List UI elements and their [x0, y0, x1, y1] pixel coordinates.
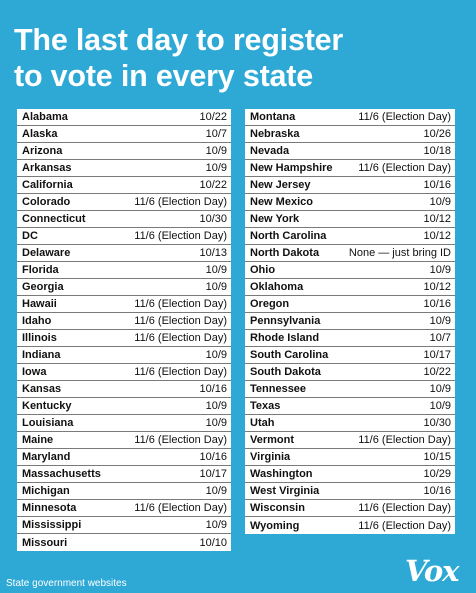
table-row [17, 364, 231, 381]
state-name: Massachusetts [22, 468, 101, 480]
state-name: West Virginia [250, 485, 320, 497]
state-name: Arizona [22, 145, 63, 157]
state-name: Michigan [22, 485, 70, 497]
state-name: Illinois [22, 332, 57, 344]
state-name: Alabama [22, 111, 68, 123]
registration-deadline: 11/6 (Election Day) [358, 519, 451, 532]
registration-deadline: 10/9 [429, 383, 451, 395]
table-row [17, 398, 231, 415]
registration-table-right [245, 109, 455, 534]
table-row [17, 330, 231, 347]
table-row [17, 160, 231, 177]
registration-deadline: 11/6 (Election Day) [134, 332, 227, 344]
state-name: Louisiana [22, 417, 74, 429]
state-name: Rhode Island [250, 332, 320, 344]
table-row [17, 194, 231, 211]
registration-deadline: 10/26 [423, 128, 451, 140]
table-row [245, 347, 455, 364]
state-name: Maine [22, 434, 54, 446]
table-row [245, 483, 455, 500]
table-row [245, 381, 455, 398]
table-row [245, 109, 455, 126]
registration-deadline: 10/9 [429, 315, 451, 327]
state-name: Tennessee [250, 383, 307, 395]
state-name: Georgia [22, 281, 64, 293]
table-row [245, 466, 455, 483]
state-name: DC [22, 230, 38, 242]
state-name: Minnesota [22, 502, 77, 514]
table-row [17, 279, 231, 296]
table-row [17, 534, 231, 551]
registration-deadline: 10/9 [205, 162, 227, 174]
state-name: Wyoming [250, 519, 300, 532]
registration-deadline: 10/15 [423, 451, 451, 463]
state-name: New Hampshire [250, 162, 333, 174]
registration-deadline: 10/9 [205, 400, 227, 412]
state-name: Colorado [22, 196, 71, 208]
table-row [17, 211, 231, 228]
state-name: Alaska [22, 128, 58, 140]
registration-deadline: 10/16 [199, 451, 227, 463]
registration-deadline: 11/6 (Election Day) [134, 230, 227, 242]
state-name: Idaho [22, 315, 52, 327]
table-row [245, 313, 455, 330]
registration-deadline: 10/16 [423, 485, 451, 497]
registration-deadline: 10/18 [423, 145, 451, 157]
registration-deadline: 11/6 (Election Day) [134, 196, 227, 208]
table-row [245, 245, 455, 262]
registration-deadline: 10/16 [199, 383, 227, 395]
table-row [17, 517, 231, 534]
state-name: Arkansas [22, 162, 72, 174]
table-row [17, 143, 231, 160]
table-row [245, 449, 455, 466]
registration-deadline: 10/12 [423, 213, 451, 225]
registration-deadline: 10/9 [205, 281, 227, 293]
state-name: Iowa [22, 366, 47, 378]
state-name: Florida [22, 264, 59, 276]
table-row [245, 160, 455, 177]
table-row [17, 228, 231, 245]
table-row [17, 415, 231, 432]
state-name: Nebraska [250, 128, 300, 140]
registration-deadline: 10/17 [423, 349, 451, 361]
state-name: Virginia [250, 451, 291, 463]
table-row [245, 398, 455, 415]
registration-deadline: 11/6 (Election Day) [358, 434, 451, 446]
registration-deadline: 11/6 (Election Day) [358, 111, 451, 123]
title-line-1: The last day to register [14, 23, 344, 57]
registration-deadline: 10/7 [429, 332, 451, 344]
state-name: New York [250, 213, 300, 225]
registration-deadline: 11/6 (Election Day) [134, 434, 227, 446]
table-row [17, 449, 231, 466]
state-name: North Carolina [250, 230, 327, 242]
table-row [245, 279, 455, 296]
registration-deadline: 10/16 [423, 179, 451, 191]
registration-deadline: None — just bring ID [348, 247, 451, 259]
table-row [245, 177, 455, 194]
table-row [245, 228, 455, 245]
state-name: Oregon [250, 298, 290, 310]
table-row [245, 500, 455, 517]
table-row [245, 126, 455, 143]
page-title [14, 22, 464, 94]
table-row [245, 262, 455, 279]
state-name: South Dakota [250, 366, 321, 378]
table-row [245, 432, 455, 449]
registration-deadline: 11/6 (Election Day) [134, 502, 227, 514]
registration-deadline: 10/16 [423, 298, 451, 310]
table-row [245, 517, 455, 534]
table-row [17, 262, 231, 279]
registration-deadline: 10/30 [423, 417, 451, 429]
state-name: Missouri [22, 536, 68, 549]
state-name: Maryland [22, 451, 71, 463]
table-row [245, 364, 455, 381]
table-row [17, 296, 231, 313]
state-name: Wisconsin [250, 502, 305, 514]
state-name: California [22, 179, 73, 191]
state-name: Oklahoma [250, 281, 304, 293]
registration-deadline: 10/29 [423, 468, 451, 480]
registration-deadline: 10/22 [199, 179, 227, 191]
registration-deadline: 10/22 [423, 366, 451, 378]
state-name: Ohio [250, 264, 276, 276]
table-row [17, 245, 231, 262]
registration-deadline: 10/12 [423, 230, 451, 242]
table-row [245, 194, 455, 211]
state-name: Kentucky [22, 400, 72, 412]
state-name: Texas [250, 400, 281, 412]
registration-deadline: 10/9 [205, 417, 227, 429]
table-row [17, 177, 231, 194]
state-name: South Carolina [250, 349, 329, 361]
table-row [17, 466, 231, 483]
registration-table-left [17, 109, 231, 551]
registration-deadline: 10/7 [205, 128, 227, 140]
registration-deadline: 10/9 [205, 485, 227, 497]
table-row [17, 126, 231, 143]
registration-deadline: 10/30 [199, 213, 227, 225]
title-line-2: to vote in every state [14, 59, 314, 93]
registration-deadline: 10/22 [199, 111, 227, 123]
table-row [17, 347, 231, 364]
vox-logo: Vox [405, 554, 459, 588]
state-name: Pennsylvania [250, 315, 321, 327]
registration-deadline: 10/9 [429, 400, 451, 412]
state-name: New Mexico [250, 196, 313, 208]
state-name: Utah [250, 417, 275, 429]
state-name: Washington [250, 468, 313, 480]
state-name: Kansas [22, 383, 62, 395]
table-row [245, 415, 455, 432]
table-row [245, 330, 455, 347]
source-credit: State government websites [6, 578, 127, 589]
state-name: Montana [250, 111, 296, 123]
registration-deadline: 10/9 [205, 145, 227, 157]
state-name: New Jersey [250, 179, 311, 191]
state-name: North Dakota [250, 247, 320, 259]
registration-deadline: 10/17 [199, 468, 227, 480]
state-name: Vermont [250, 434, 295, 446]
registration-deadline: 11/6 (Election Day) [358, 162, 451, 174]
registration-deadline: 10/9 [205, 519, 227, 531]
state-name: Connecticut [22, 213, 86, 225]
table-row [17, 381, 231, 398]
table-row [17, 109, 231, 126]
registration-deadline: 10/12 [423, 281, 451, 293]
table-row [17, 313, 231, 330]
registration-deadline: 11/6 (Election Day) [134, 366, 227, 378]
state-name: Hawaii [22, 298, 57, 310]
state-name: Nevada [250, 145, 290, 157]
table-row [245, 296, 455, 313]
state-name: Mississippi [22, 519, 82, 531]
registration-deadline: 11/6 (Election Day) [134, 298, 227, 310]
registration-deadline: 10/10 [199, 536, 227, 549]
registration-deadline: 11/6 (Election Day) [134, 315, 227, 327]
registration-deadline: 10/9 [429, 264, 451, 276]
table-row [17, 483, 231, 500]
registration-deadline: 11/6 (Election Day) [358, 502, 451, 514]
table-row [245, 143, 455, 160]
table-row [245, 211, 455, 228]
table-row [17, 432, 231, 449]
registration-deadline: 10/9 [429, 196, 451, 208]
state-name: Delaware [22, 247, 71, 259]
table-row [17, 500, 231, 517]
registration-deadline: 10/9 [205, 264, 227, 276]
registration-deadline: 10/9 [205, 349, 227, 361]
state-name: Indiana [22, 349, 61, 361]
registration-deadline: 10/13 [199, 247, 227, 259]
